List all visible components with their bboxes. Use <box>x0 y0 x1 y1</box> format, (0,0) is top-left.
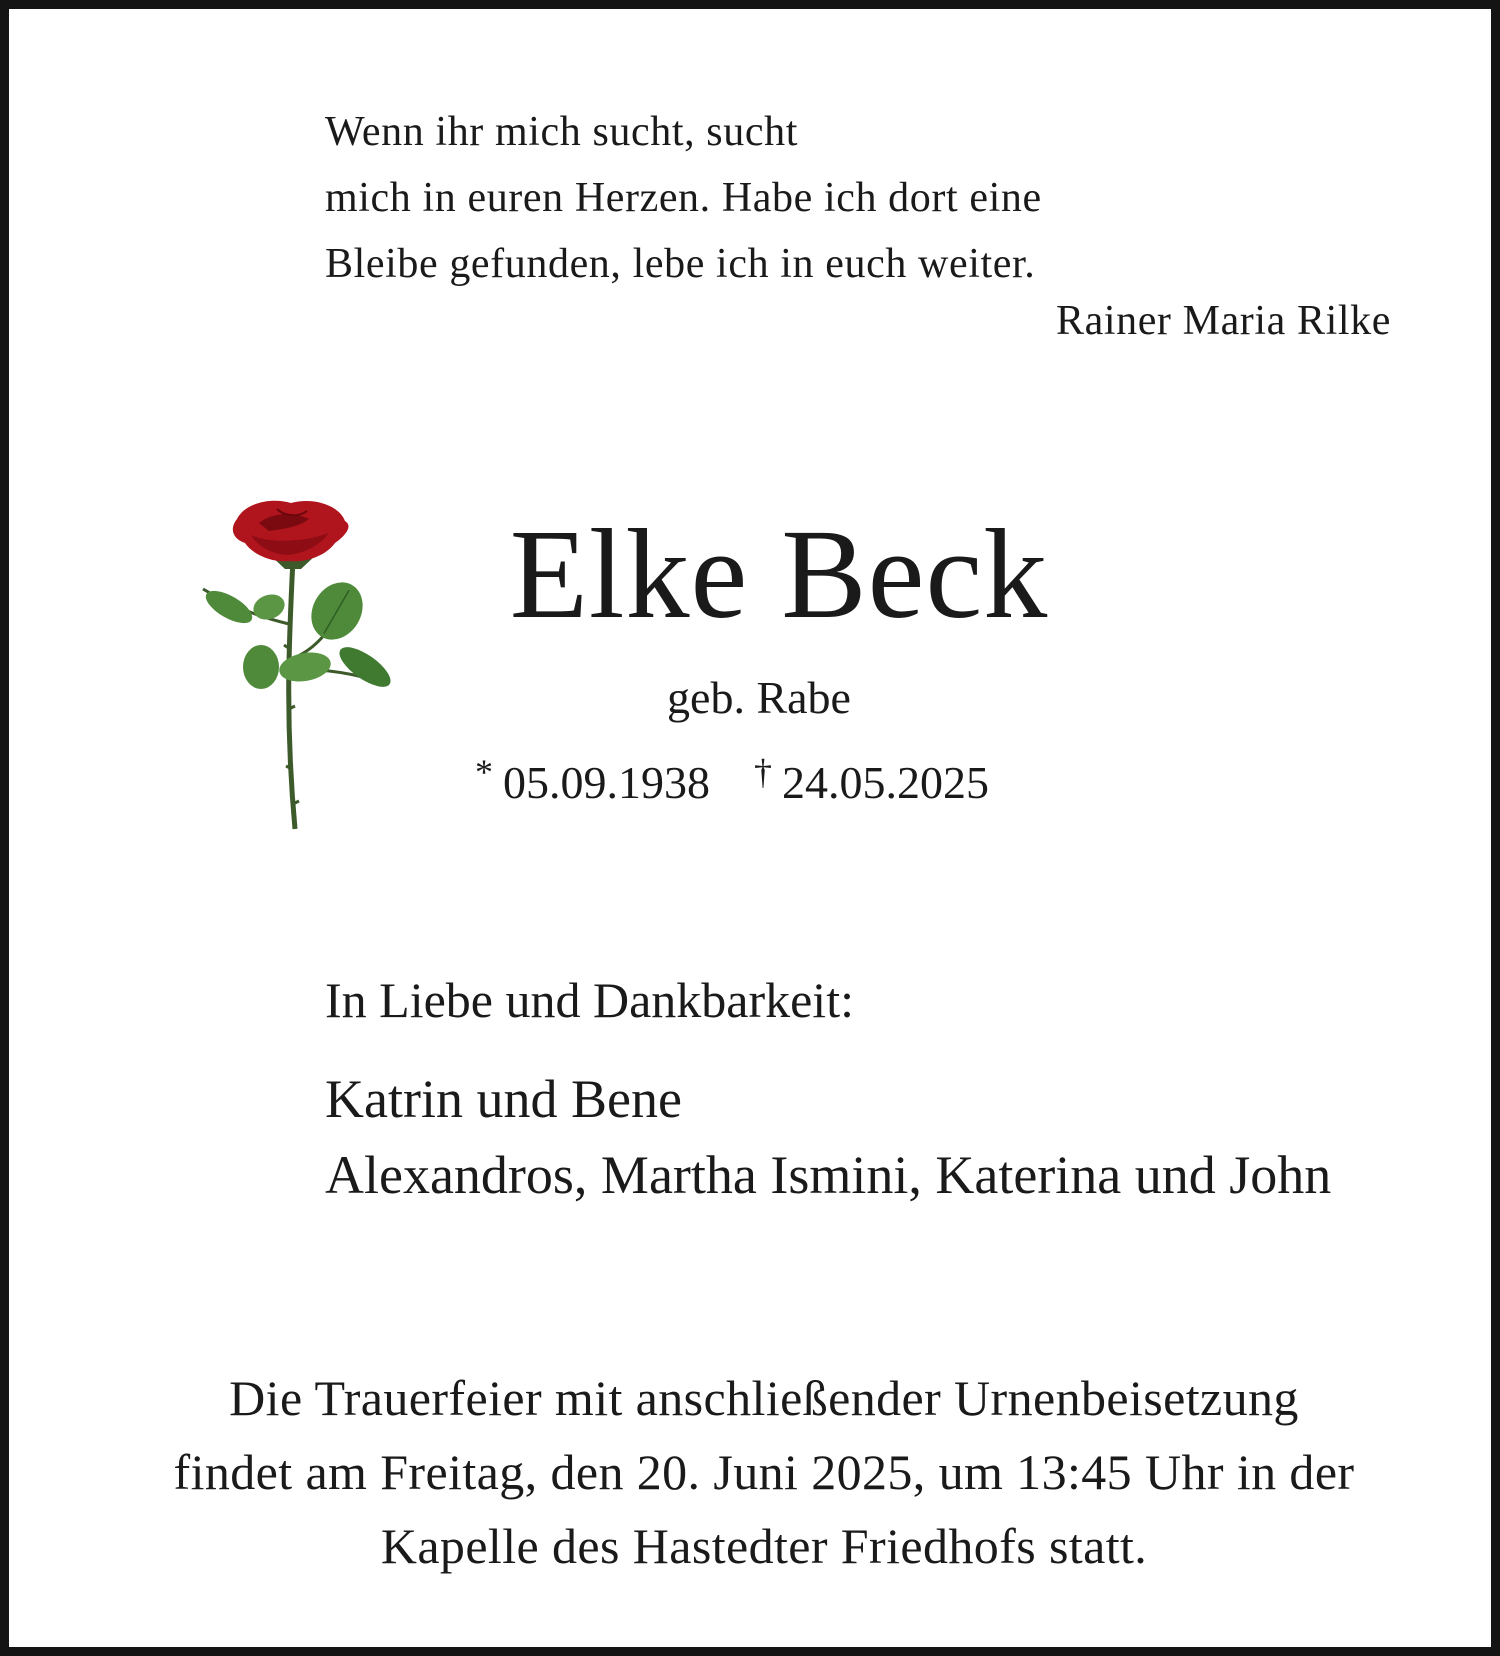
life-dates <box>475 751 989 809</box>
birth-symbol: * <box>475 752 493 792</box>
poem-author: Rainer Maria Rilke <box>1055 298 1391 344</box>
poem <box>325 99 1415 297</box>
ceremony-line: Die Trauerfeier mit anschließender Urnenbeisetzung <box>229 1370 1299 1426</box>
mourners-line: Alexandros, Martha Ismini, Katerina und John <box>325 1145 1332 1205</box>
deceased-name: Elke Beck <box>509 503 1049 645</box>
ceremony-line: Kapelle des Hastedter Friedhofs statt. <box>380 1518 1148 1574</box>
mourners-list <box>325 1061 1331 1213</box>
mourners-line: Katrin und Bene <box>325 1069 682 1129</box>
death-date: 24.05.2025 <box>782 757 989 808</box>
poem-line: mich in euren Herzen. Habe ich dort eine <box>325 175 1042 221</box>
red-rose-icon <box>189 499 419 839</box>
poem-line: Wenn ihr mich sucht, sucht <box>325 109 798 155</box>
rose-stem <box>289 559 295 829</box>
ceremony-line: findet am Freitag, den 20. Juni 2025, um 13:45 Uhr in der <box>173 1444 1355 1500</box>
death-symbol: † <box>754 752 772 792</box>
poem-line: Bleibe gefunden, lebe ich in euch weiter. <box>325 241 1036 287</box>
ceremony-notice <box>69 1361 1459 1583</box>
birth-name: geb. Rabe <box>667 672 851 723</box>
mourners-intro: In Liebe und Dankbarkeit: <box>325 972 854 1028</box>
birth-date: 05.09.1938 <box>503 757 710 808</box>
